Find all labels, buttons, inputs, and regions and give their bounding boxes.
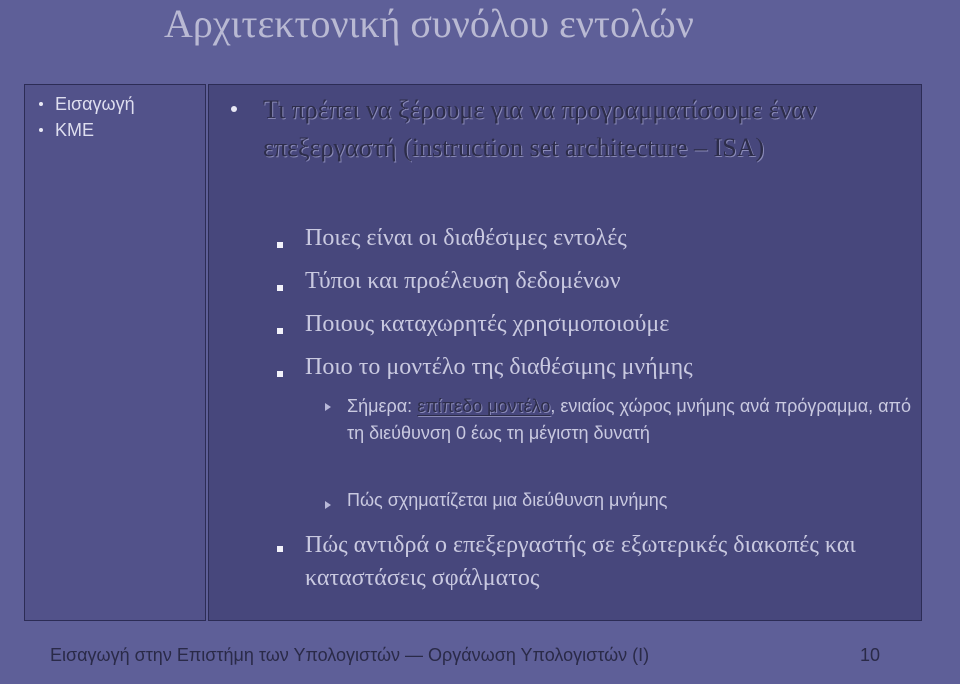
memory-note-suffix: , ενιαίος χώρος μνήμης ανά πρόγραμμα, από τη διεύθυνση 0 έως τη μέγιστη δυνατή [347, 396, 911, 443]
sidebar-item-cpu[interactable] [25, 117, 205, 143]
sub-point-registers: Ποιους καταχωρητές χρησιμοποιούμε [305, 311, 670, 337]
square-bullet-icon [277, 328, 283, 334]
square-bullet-icon [277, 371, 283, 377]
memory-note-flat-model [347, 393, 913, 447]
content-panel [208, 84, 922, 621]
square-bullet-icon [277, 285, 283, 291]
flat-model-highlight: επίπεδο μοντέλο [417, 396, 551, 416]
arrow-bullet-icon [325, 501, 331, 509]
sub-point-interrupts: Πώς αντιδρά ο επεξεργαστής σε εξωτερικές διακοπές και καταστάσεις σφάλματος [305, 532, 856, 591]
sidebar-item-label: Εισαγωγή [55, 94, 135, 114]
arrow-bullet-icon [325, 403, 331, 411]
main-point [263, 91, 903, 167]
slide-title: Αρχιτεκτονική συνόλου εντολών [164, 1, 694, 46]
main-point-text: Τι πρέπει να ξέρουμε για να προγραμματίσουμε έναν επεξεργαστή (instruction set architecture – ISA) [263, 95, 817, 162]
sidebar-item-intro[interactable] [25, 91, 205, 117]
square-bullet-icon [277, 242, 283, 248]
sub-point-instructions: Ποιες είναι οι διαθέσιμες εντολές [305, 225, 627, 251]
sidebar-item-label: ΚΜΕ [55, 120, 95, 140]
sub-point-memory-model: Ποιο το μοντέλο της διαθέσιμης μνήμης [305, 354, 693, 380]
footer-text: Εισαγωγή στην Επιστήμη των Υπολογιστών — Οργάνωση Υπολογιστών (Ι) [50, 645, 650, 665]
page-number: 10 [860, 645, 881, 665]
bullet-icon [39, 102, 43, 106]
square-bullet-icon [277, 546, 283, 552]
memory-note-prefix: Σήμερα: [347, 396, 418, 416]
bullet-icon [39, 128, 43, 132]
memory-note-addressing: Πώς σχηματίζεται μια διεύθυνση μνήμης [347, 490, 668, 510]
bullet-icon [231, 106, 237, 112]
sidebar-outline [24, 84, 206, 621]
sub-point-data-types: Τύποι και προέλευση δεδομένων [305, 268, 621, 294]
